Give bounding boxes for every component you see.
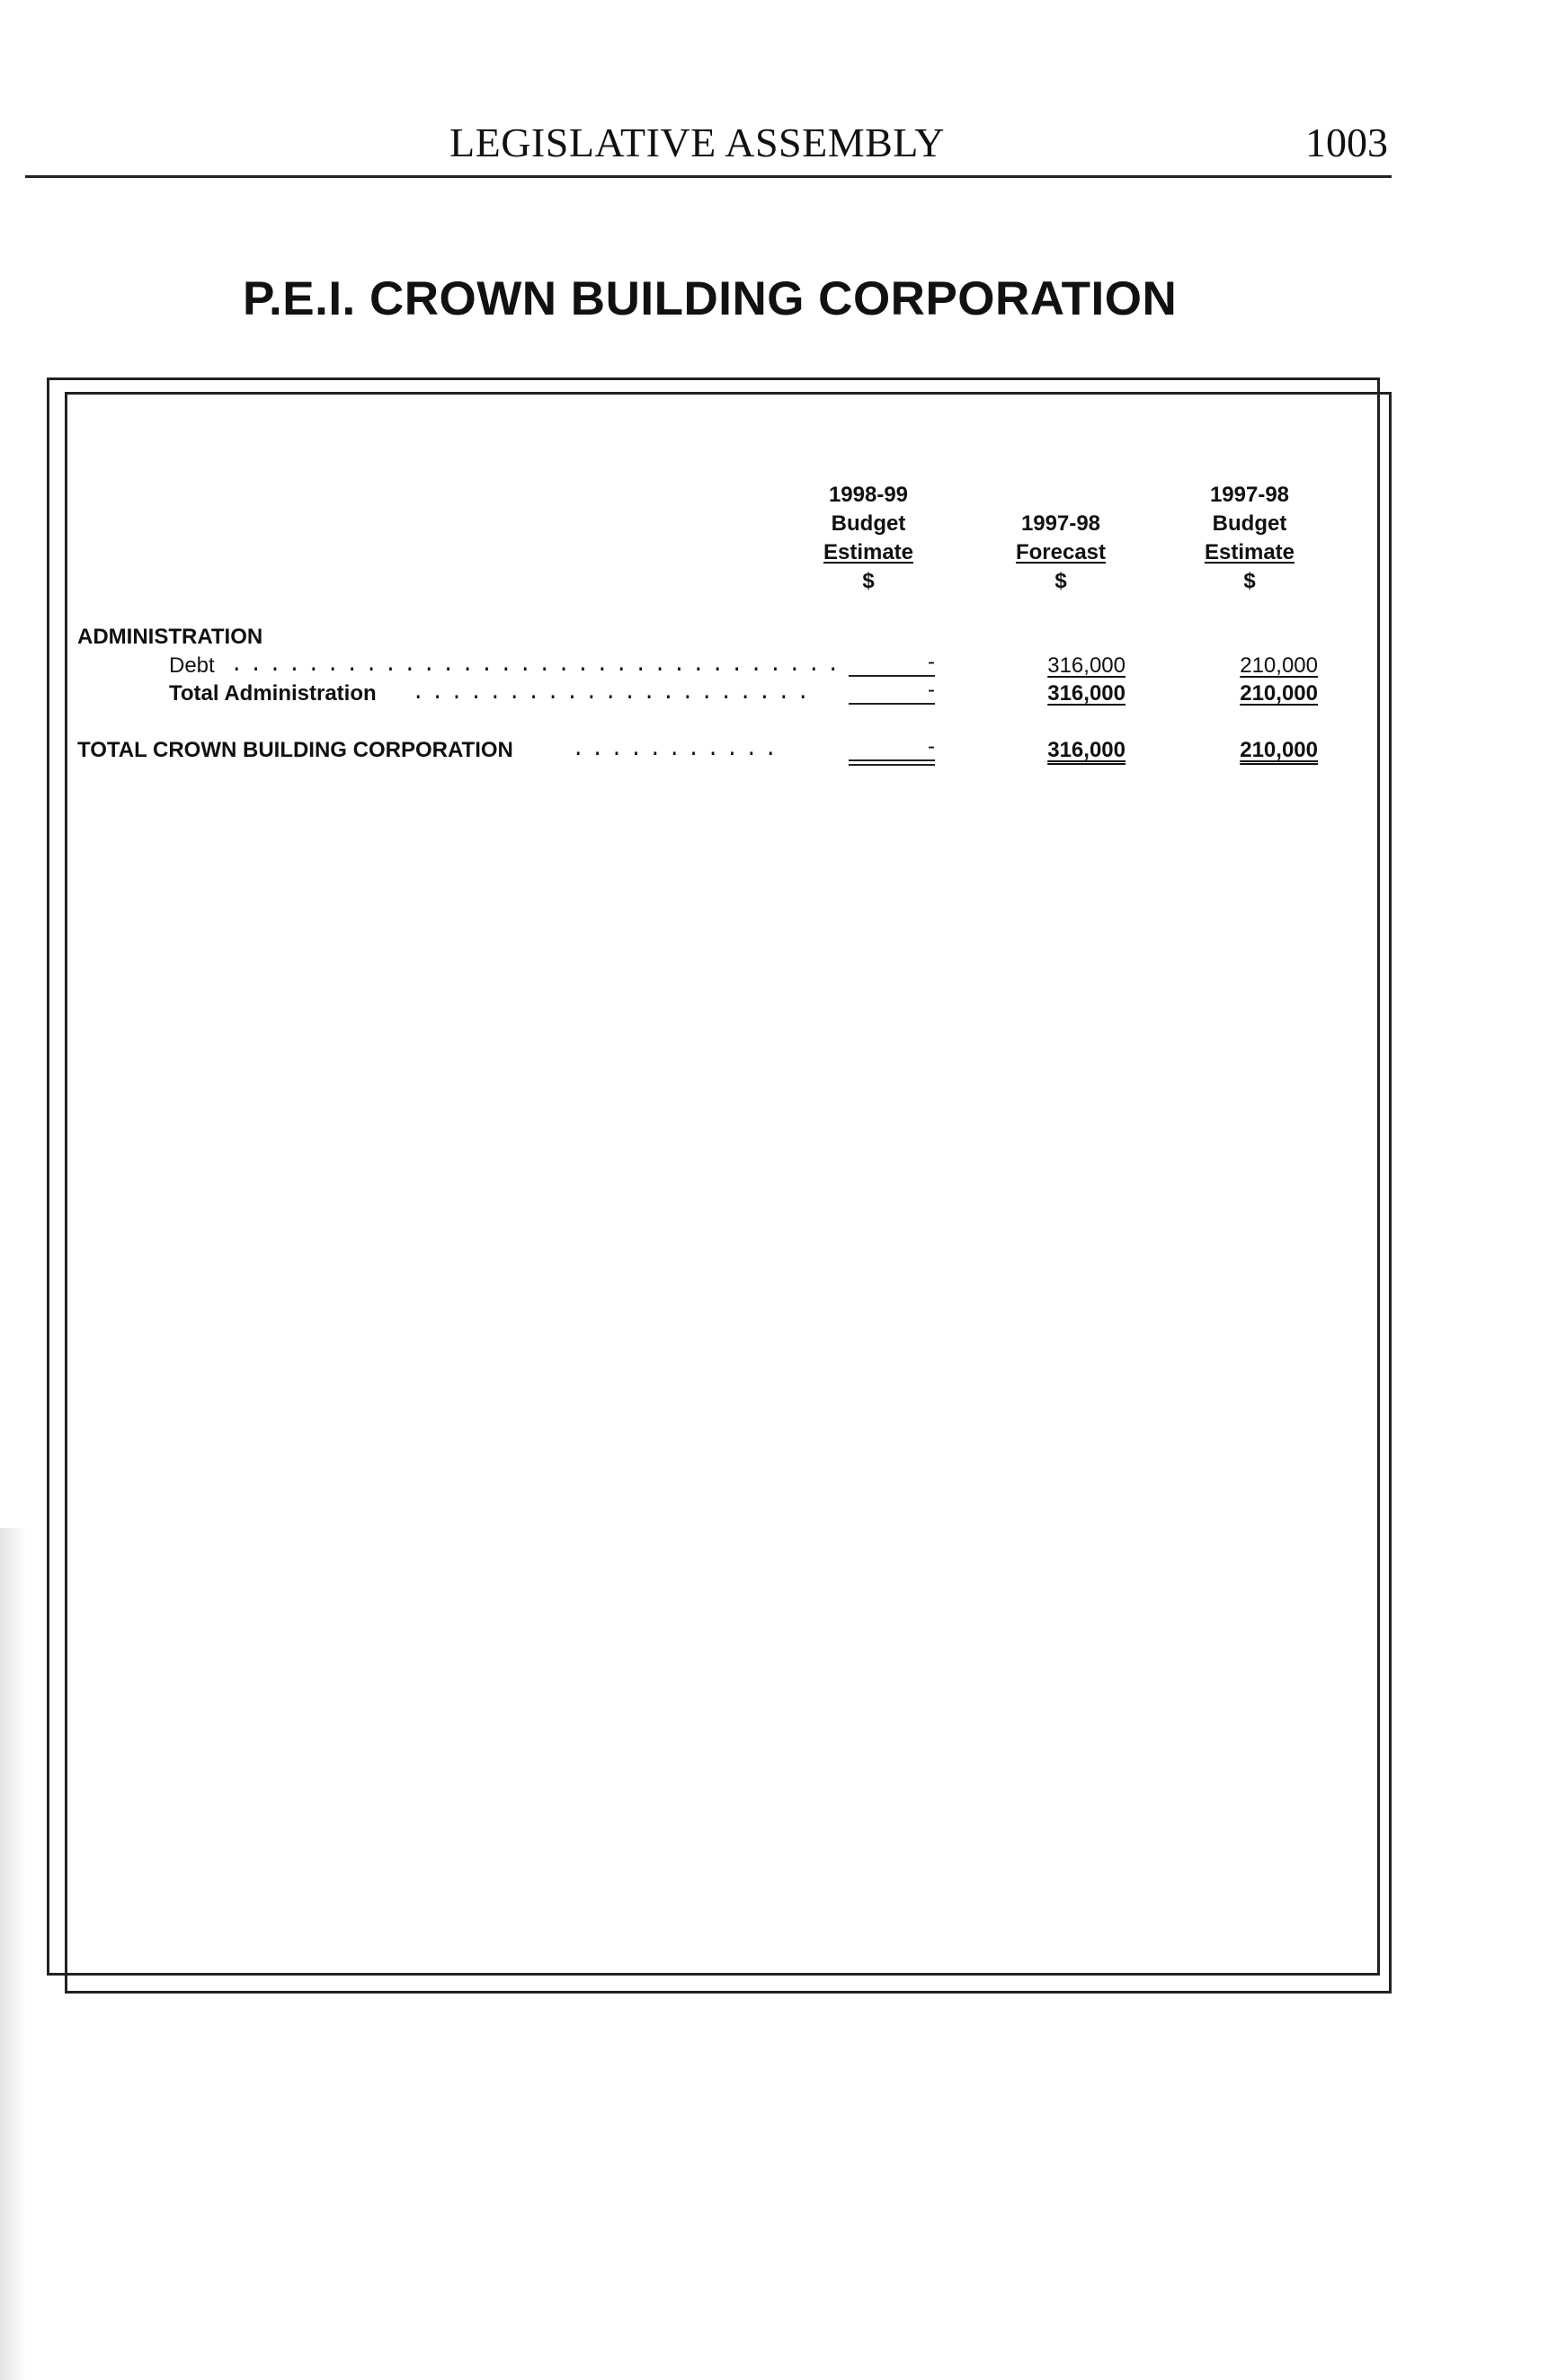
running-header-title: LEGISLATIVE ASSEMBLY — [449, 120, 946, 165]
column-type: Budget — [831, 511, 906, 536]
section-heading: ADMINISTRATION — [77, 625, 263, 649]
column-year — [980, 481, 1142, 510]
header-rule — [25, 175, 1392, 178]
column-type: Budget — [1212, 511, 1287, 536]
grand-total-label: TOTAL CROWN BUILDING CORPORATION — [77, 738, 513, 762]
cell-total-admin-1998-99: - — [849, 681, 935, 706]
column-year-label: 1997-98 — [1020, 511, 1101, 536]
cell-debt-1997-98-forecast: 316,000 — [1047, 653, 1125, 678]
cell-debt-1997-98-estimate: 210,000 — [1240, 653, 1318, 678]
cell-grand-total-1997-98-estimate: 210,000 — [1240, 738, 1318, 762]
cell-total-admin-1997-98-forecast: 316,000 — [1047, 681, 1125, 706]
dot-leader: ..................... — [412, 681, 816, 706]
cell-grand-total-1997-98-forecast: 316,000 — [1047, 738, 1125, 762]
column-type: Forecast — [1015, 540, 1107, 564]
column-header-1997-98-budget-estimate — [1169, 481, 1330, 596]
dot-leader: ........... — [572, 738, 784, 762]
column-header-1997-98-forecast — [980, 481, 1142, 596]
table-frame-inner — [65, 392, 1392, 1994]
column-unit: $ — [1054, 569, 1067, 593]
scan-margin-shadow — [0, 1528, 27, 2380]
column-unit: $ — [862, 569, 875, 593]
dot-leader: ................................ — [230, 653, 846, 678]
column-unit: $ — [1243, 569, 1256, 593]
row-label-debt: Debt — [169, 653, 215, 678]
column-header-1998-99-budget-estimate — [787, 481, 949, 596]
column-year: 1998-99 — [828, 483, 909, 507]
column-subtype: Estimate — [823, 540, 914, 564]
cell-debt-1998-99: - — [849, 653, 935, 679]
cell-total-admin-1997-98-estimate: 210,000 — [1240, 681, 1318, 706]
row-label-total-administration: Total Administration — [169, 681, 377, 706]
column-year: 1997-98 — [1209, 483, 1290, 507]
page-number: 1003 — [1305, 120, 1388, 165]
document-title: P.E.I. CROWN BUILDING CORPORATION — [243, 272, 1178, 325]
column-subtype: Estimate — [1204, 540, 1295, 564]
cell-grand-total-1998-99: - — [849, 738, 935, 763]
